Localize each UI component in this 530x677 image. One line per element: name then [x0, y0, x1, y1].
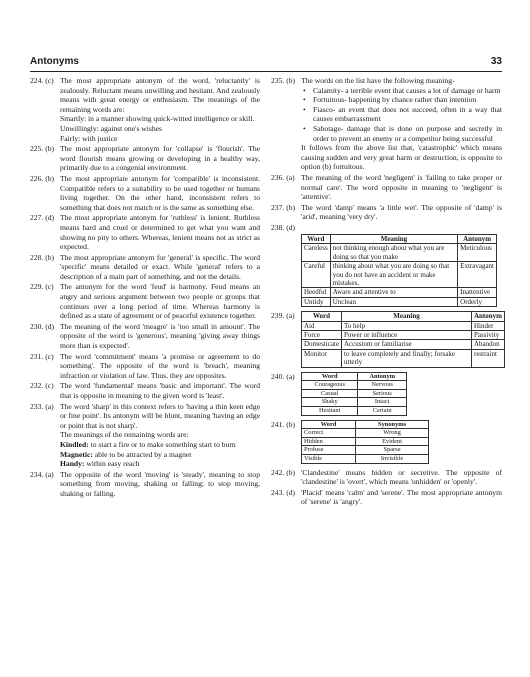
entry-text: The most appropriate antonym for 'collapse' is 'flourish'. The word flourish means growing or developing in a healthy way, primarily due to a congenial environment. — [60, 144, 260, 173]
entry-text: The meanings of the remaining words are: — [60, 430, 189, 440]
entry-number: 230. (d) — [30, 321, 55, 331]
entry-number: 224. (c) — [30, 76, 54, 85]
entry-text: The word 'commitment' means 'a promise or agreement to do something'. The opposite of the word is 'breach', meaning infraction or violation of law. Thus, they are opposites. — [60, 351, 260, 380]
bullet-item: • Calamity- a terrible event that causes a lot of damage or harm — [301, 86, 502, 96]
entry-text: The most appropriate antonym of the word, 'reluctantly' is zealously. Reluctant means unwilling and hesitant. And zealously means with great energy or enthusiasm. The meanings of the remaining words are: — [60, 76, 260, 114]
entry-number: 226. (b) — [30, 173, 55, 183]
table-cell: Domesticate — [302, 340, 342, 349]
answer-entry-235 — [271, 76, 502, 172]
table-row — [302, 330, 505, 339]
table-cell: Hidden — [302, 437, 356, 446]
right-column — [271, 76, 502, 508]
answer-entry-234 — [30, 470, 260, 499]
table-cell: Hinder — [471, 321, 504, 330]
table-cell: Invisible — [356, 454, 429, 463]
table-cell: Intact — [358, 398, 407, 407]
column-header: Antonym — [471, 312, 504, 321]
entry-text: The opposite of the word 'moving' is 'steady', meaning to stop something from moving, shaking or falling; to stop moving, shaking or falling. — [60, 469, 260, 498]
header-rule — [30, 71, 502, 72]
definition — [60, 450, 260, 460]
table-row — [302, 398, 407, 407]
entry-number: 239. (a) — [271, 311, 295, 321]
answer-entry-230 — [30, 322, 260, 351]
table-cell: Passivity — [471, 330, 504, 339]
table-238 — [301, 234, 497, 307]
answer-entry-225 — [30, 144, 260, 173]
entry-text: The word 'fundamental' means 'basic and important'. The word that is opposite in meaning to the given word is 'least'. — [60, 381, 260, 400]
table-cell: Heedful — [302, 288, 331, 297]
answer-entry-239 — [271, 311, 502, 367]
table-cell: Serious — [358, 389, 407, 398]
table-row — [302, 244, 497, 262]
table-240 — [301, 372, 407, 416]
answer-entry-228 — [30, 253, 260, 282]
entry-number: 237. (b) — [271, 202, 296, 212]
answer-entry-237 — [271, 203, 502, 222]
table-header-row — [302, 312, 505, 321]
table-cell: Courageous — [302, 381, 358, 390]
bullet-item: • Fortuitous- happening by chance rather than intention — [301, 95, 502, 105]
answer-entry-236 — [271, 173, 502, 202]
table-row — [302, 454, 429, 463]
table-cell: Meticulous — [458, 244, 497, 262]
table-cell: Casual — [302, 389, 358, 398]
page-number: 33 — [490, 56, 502, 67]
table-cell: Monitor — [302, 349, 342, 367]
table-cell: Untidy — [302, 297, 331, 306]
entry-text: The word 'damp' means 'a little wet'. The opposite of 'damp' is 'arid', meaning 'very dry'. — [301, 202, 502, 222]
definition-term: Handy: — [60, 459, 85, 469]
table-cell: To help — [342, 321, 472, 330]
column-header: Word — [302, 420, 356, 429]
table-cell: Accustom or familiarise — [342, 340, 472, 349]
answer-entry-240 — [271, 372, 502, 416]
table-cell: Wrong — [356, 429, 429, 438]
table-cell: Sparse — [356, 446, 429, 455]
table-row — [302, 389, 407, 398]
table-239 — [301, 311, 505, 367]
column-header: Word — [302, 234, 331, 243]
column-header: Meaning — [342, 312, 472, 321]
table-cell: Correct — [302, 429, 356, 438]
answer-entry-242 — [271, 468, 502, 487]
answer-entry-229 — [30, 282, 260, 320]
entry-text: The antonym for the word 'feud' is harmony. Feud means an angry and serious argument between two people or groups that continues over a long period of time. Whereas harmony is defined as a state of agreement or of peaceful existence together. — [60, 282, 260, 321]
definition-term: Kindled: — [60, 439, 89, 449]
table-row — [302, 446, 429, 455]
entry-number: 240. (a) — [271, 371, 295, 381]
column-header: Word — [302, 372, 358, 381]
entry-text: Smartly: in a manner showing quick-witted intelligence or skill. — [60, 114, 255, 124]
answer-entry-233 — [30, 402, 260, 469]
entry-number: 233. (a) — [30, 401, 54, 411]
table-cell: Certain — [358, 406, 407, 415]
table-cell: Force — [302, 330, 342, 339]
table-cell: Orderly — [458, 297, 497, 306]
answer-entry-243 — [271, 488, 502, 507]
entry-text: The most appropriate antonym for 'general' is specific. The word 'specific' means detailed or exact. While 'general' refers to a description of a main part of something, and not the details. — [60, 252, 260, 281]
table-cell: Evident — [356, 437, 429, 446]
table-cell: Inattentive — [458, 288, 497, 297]
answer-entry-227 — [30, 213, 260, 251]
entry-number: 228. (b) — [30, 252, 55, 262]
column-header: Word — [302, 312, 342, 321]
table-row — [302, 437, 429, 446]
definition — [60, 459, 260, 469]
entry-text: The most appropriate antonym for 'compatible' is inconsistent. Compatible refers to a suitability to be used together or humans living together. On the other hand, inconsistent refers to something that does not match or is the same as something else. — [60, 173, 260, 212]
entry-text: The most appropriate antonym for 'ruthless' is lenient. Ruthless means hard and cruel or determined to get what you want and showing no pity to others. Whereas, lenient means not as strict as expected. — [60, 213, 260, 252]
table-cell: Aid — [302, 321, 342, 330]
table-cell: thinking about what you are doing so that you do not have an accident or make mistakes, — [330, 262, 457, 288]
column-header: Synonyms — [356, 420, 429, 429]
answer-entry-241 — [271, 420, 502, 464]
table-header-row — [302, 372, 407, 381]
entry-number: 231. (c) — [30, 351, 54, 361]
table-cell: Extravagant — [458, 262, 497, 288]
entry-text: The meaning of the word 'negligent' is 'failing to take proper or normal care'. The word opposite in meaning to 'negligent' is 'attentive'. — [301, 172, 502, 202]
entry-text: The words on the list have the following meaning- — [301, 76, 455, 85]
table-cell: Visible — [302, 454, 356, 463]
table-row — [302, 381, 407, 390]
column-header: Antonym — [358, 372, 407, 381]
table-row — [302, 406, 407, 415]
table-header-row — [302, 420, 429, 429]
answer-entry-238 — [271, 223, 502, 307]
definition-text: able to be attracted by a magnet — [94, 449, 192, 459]
table-row — [302, 429, 429, 438]
chapter-title: Antonyms — [30, 56, 79, 67]
entry-text: The meaning of the word 'meagre' is 'too small in amount'. The opposite of the word is 'generous', meaning 'giving away things more than is expected'. — [60, 321, 260, 351]
entry-number: 242. (b) — [271, 467, 296, 477]
definition-text: to start a fire or to make something start to burn — [90, 439, 236, 449]
entry-number: 227. (d) — [30, 213, 55, 223]
entry-number: 234. (a) — [30, 469, 54, 479]
entry-number: 232. (c) — [30, 381, 54, 391]
definition — [60, 440, 260, 450]
table-row — [302, 262, 497, 288]
table-row — [302, 340, 505, 349]
table-cell: Profuse — [302, 446, 356, 455]
table-cell: Abandon — [471, 340, 504, 349]
entry-number: 243. (d) — [271, 487, 296, 497]
table-cell: Shaky — [302, 398, 358, 407]
table-cell: not thinking enough about what you are doing so that you make — [330, 244, 457, 262]
entry-text: 'Clandestine' means hidden or secretive. The opposite of 'clandestine' is 'overt', which means 'unhidden' or 'openly'. — [301, 467, 502, 487]
answer-entry-226 — [30, 174, 260, 212]
table-cell: Aware and attentive to — [330, 288, 457, 297]
bullet-item: • Sabotage- damage that is done on purpose and secretly in order to prevent an enemy or a competitor being successful — [301, 124, 502, 143]
table-cell: Power or influence — [342, 330, 472, 339]
column-header: Meaning — [330, 234, 457, 243]
entry-number: 235. (b) — [271, 76, 296, 85]
table-cell: Unclean — [330, 297, 457, 306]
entry-number: 241. (b) — [271, 419, 296, 429]
entry-number: 229. (c) — [30, 282, 54, 292]
table-row — [302, 321, 505, 330]
table-cell: restraint — [471, 349, 504, 367]
table-cell: Careful — [302, 262, 331, 288]
table-row — [302, 288, 497, 297]
bullet-item: • Fiasco- an event that does not succeed, often in a way that causes embarrassment — [301, 105, 502, 124]
entry-number: 225. (b) — [30, 144, 55, 154]
entry-number: 238. (d) — [271, 222, 296, 232]
entry-text: 'Placid' means 'calm' and 'serene'. The most appropriate antonym of 'serene' is 'angry'. — [301, 487, 502, 507]
entry-text: Fairly: with justice — [60, 133, 118, 143]
answer-entry-231 — [30, 352, 260, 381]
table-row — [302, 297, 497, 306]
table-241 — [301, 420, 429, 464]
answer-entry-232 — [30, 381, 260, 400]
definition-term: Magnetic: — [60, 449, 93, 459]
entry-text: It follows from the above list that, 'catastrophic' which means causing sudden and very great harm or destruction, is opposite to option (b) fortuitous. — [301, 143, 502, 172]
page-header — [30, 56, 502, 70]
table-cell: Nervous — [358, 381, 407, 390]
table-row — [302, 349, 505, 367]
table-cell: Hesitant — [302, 406, 358, 415]
entry-number: 236. (a) — [271, 172, 295, 182]
table-cell: Careless — [302, 244, 331, 262]
definition-text: within easy reach — [86, 459, 140, 469]
left-column — [30, 76, 260, 500]
table-cell: to leave completely and finally; forsake utterly — [342, 349, 472, 367]
table-header-row — [302, 234, 497, 243]
entry-text: The word 'sharp' in this context refers to 'having a thin keen edge or fine point'. Its antonym will be blunt, meaning 'having an edge or point that is not sharp'. — [60, 401, 260, 430]
entry-text: Unwillingly: against one's wishes — [60, 123, 162, 133]
column-header: Antonym — [458, 234, 497, 243]
answer-entry-224 — [30, 76, 260, 143]
